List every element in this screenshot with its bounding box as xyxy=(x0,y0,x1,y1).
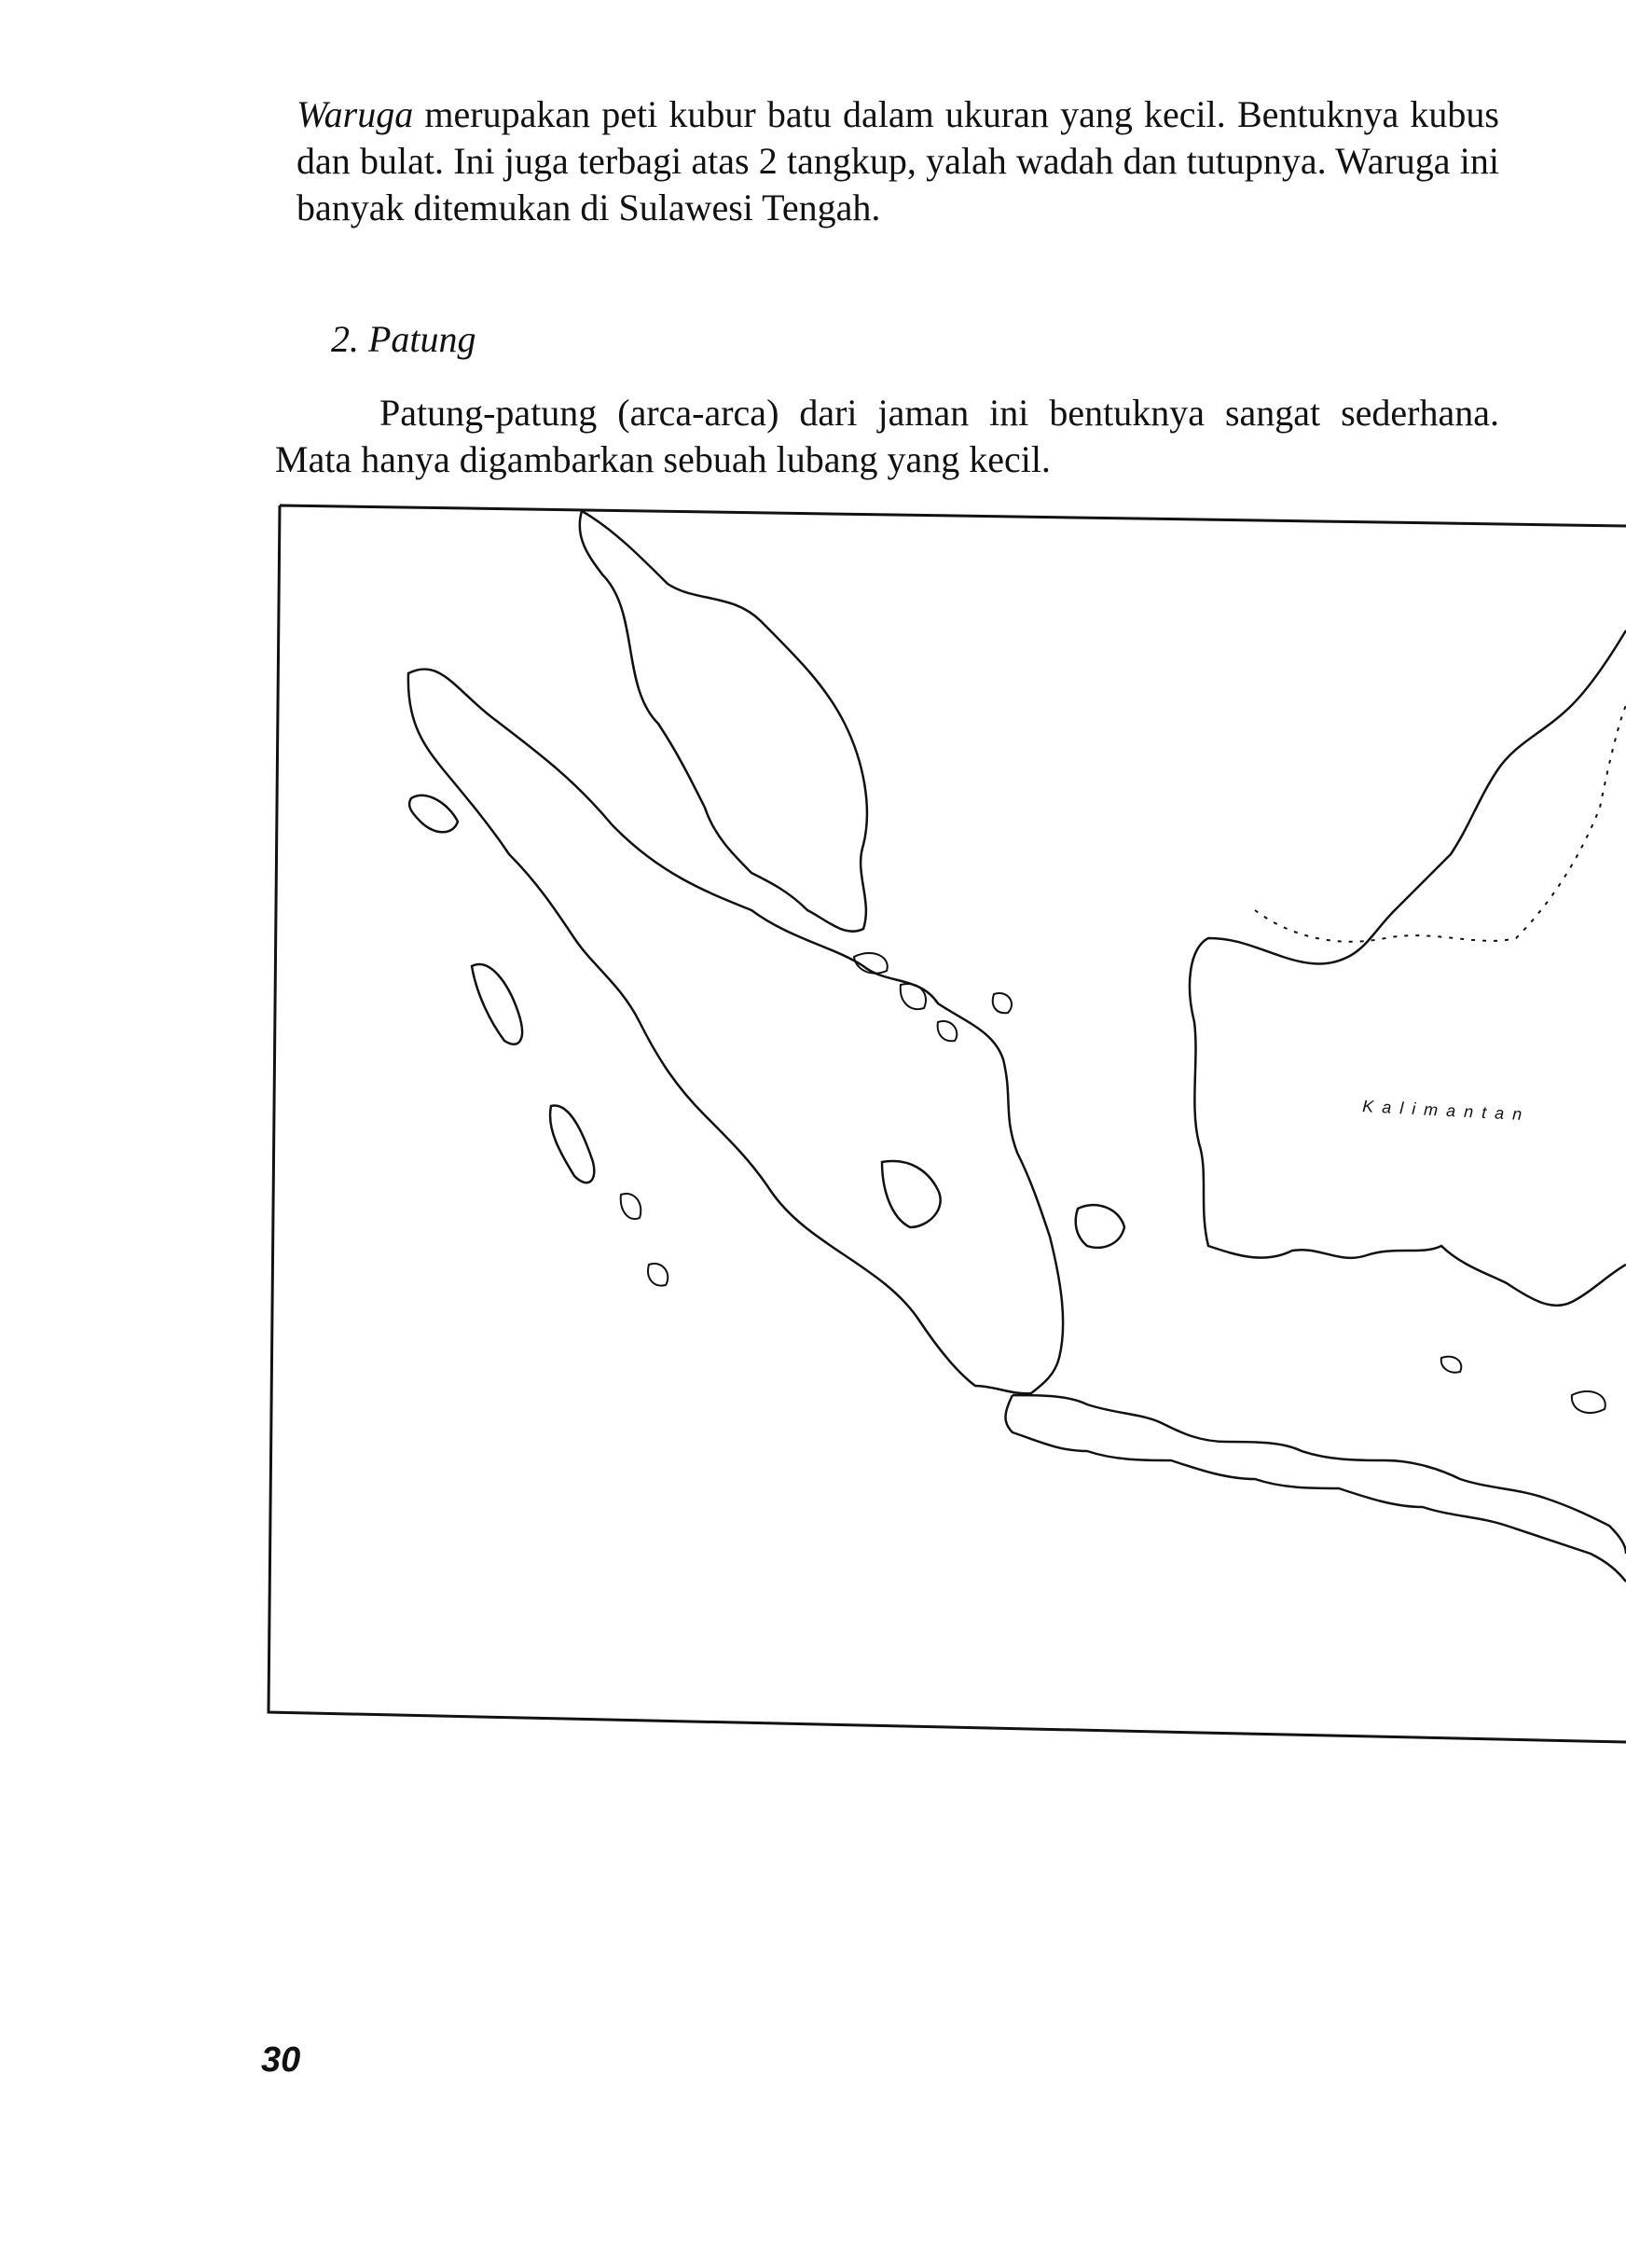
map-figure xyxy=(267,500,1626,1746)
kalimantan-border xyxy=(1255,705,1626,942)
paragraph-waruga-text: merupakan peti kubur batu dalam ukuran yang kecil. Bentuknya kubus dan bulat. Ini juga terbagi atas 2 tangkup, yalah wadah dan tutupnya. Waruga ini banyak ditemukan di Sulawesi Tengah. xyxy=(296,93,1499,228)
siberut-island xyxy=(550,1106,594,1183)
map-border xyxy=(269,505,1626,1742)
belitung-island xyxy=(1076,1205,1124,1248)
nias-island xyxy=(472,964,522,1044)
page-number: 30 xyxy=(261,2040,301,2080)
sumatra-coast xyxy=(408,670,1063,1394)
paragraph-waruga xyxy=(296,91,1499,231)
term-waruga: Waruga xyxy=(296,93,414,135)
kalimantan-coast xyxy=(1190,630,1626,1306)
malay-peninsula-coast xyxy=(580,511,867,932)
section-heading: 2. Patung xyxy=(331,318,476,360)
java-coast xyxy=(1006,1395,1626,1582)
map-svg xyxy=(267,500,1626,1746)
simeulue-island xyxy=(409,795,458,832)
bangka-island xyxy=(882,1161,941,1227)
region-label-kalimantan: Kalimantan xyxy=(1361,1097,1531,1125)
paragraph-patung: Patung-patung (arca-arca) dari jaman ini bentuknya sangat sederhana. Mata hanya digambarkan sebuah lubang yang kecil. xyxy=(275,392,1499,480)
small-islands xyxy=(621,1194,1605,1413)
